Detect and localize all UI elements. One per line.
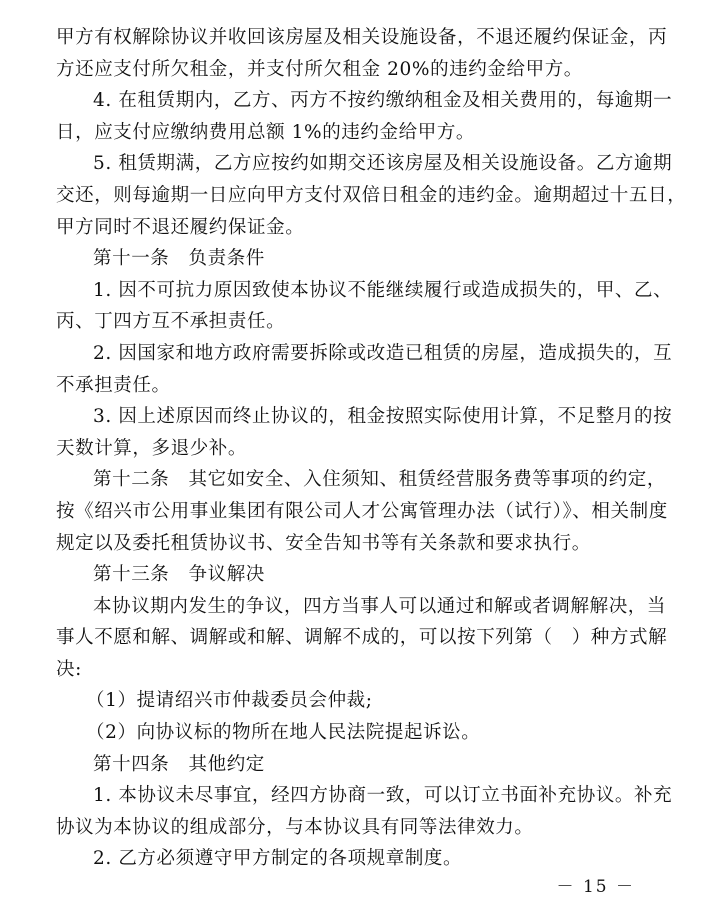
text-line: 方还应支付所欠租金，并支付所欠租金 20%的违约金给甲方。 <box>56 58 583 80</box>
article-12-heading: 第十二条 其它如安全、入住须知、租赁经营服务费等事项的约定， <box>93 469 667 491</box>
text-line: 天数计算，多退少补。 <box>56 437 248 459</box>
text-line: 决: <box>56 658 82 680</box>
text-line: 交还，则每逾期一日应向甲方支付双倍日租金的违约金。逾期超过十五日， <box>56 184 687 206</box>
text-line: 甲方有权解除协议并收回该房屋及相关设施设备，不退还履约保证金，丙 <box>56 27 668 48</box>
article-11-heading: 第十一条 负责条件 <box>93 248 265 270</box>
page-number: － 15 － <box>556 877 635 897</box>
text-line: 日，应支付应缴纳费用总额 1%的违约金给甲方。 <box>56 121 476 143</box>
text-line: 按《绍兴市公用事业集团有限公司人才公寓管理办法（试行）》、相关制度 <box>56 500 668 522</box>
clause-item-3: 3. 因上述原因而终止协议的，租金按照实际使用计算，不足整月的按 <box>93 406 673 428</box>
article-14-heading: 第十四条 其他约定 <box>93 753 265 775</box>
article-13-heading: 第十三条 争议解决 <box>93 564 265 586</box>
text-line: 本协议期内发生的争议，四方当事人可以通过和解或者调解解决，当 <box>93 595 667 617</box>
text-line: 协议为本协议的组成部分，与本协议具有同等法律效力。 <box>56 816 534 838</box>
clause-item-5: 5. 租赁期满，乙方应按约如期交还该房屋及相关设施设备。乙方逾期 <box>93 153 673 175</box>
text-line: 甲方同时不退还履约保证金。 <box>56 216 305 238</box>
clause-item-2: 2. 乙方必须遵守甲方制定的各项规章制度。 <box>93 848 463 870</box>
text-line: 事人不愿和解、调解或和解、调解不成的，可以按下列第（ ）种方式解 <box>56 627 668 649</box>
clause-item-1: 1. 因不可抗力原因致使本协议不能继续履行或造成损失的，甲、乙、 <box>93 279 673 301</box>
clause-item-1: 1. 本协议未尽事宜，经四方协商一致，可以订立书面补充协议。补充 <box>93 785 673 807</box>
option-2: （2）向协议标的物所在地人民法院提起诉讼。 <box>86 722 481 744</box>
text-line: 不承担责任。 <box>56 374 171 396</box>
option-1: （1）提请绍兴市仲裁委员会仲裁; <box>86 690 373 712</box>
clause-item-2: 2. 因国家和地方政府需要拆除或改造已租赁的房屋，造成损失的，互 <box>93 342 673 364</box>
document-body <box>56 22 687 875</box>
clause-item-4: 4. 在租赁期内，乙方、丙方不按约缴纳租金及相关费用的，每逾期一 <box>93 90 673 112</box>
text-line: 丙、丁四方互不承担责任。 <box>56 311 286 333</box>
text-line: 规定以及委托租赁协议书、安全告知书等有关条款和要求执行。 <box>56 532 591 554</box>
